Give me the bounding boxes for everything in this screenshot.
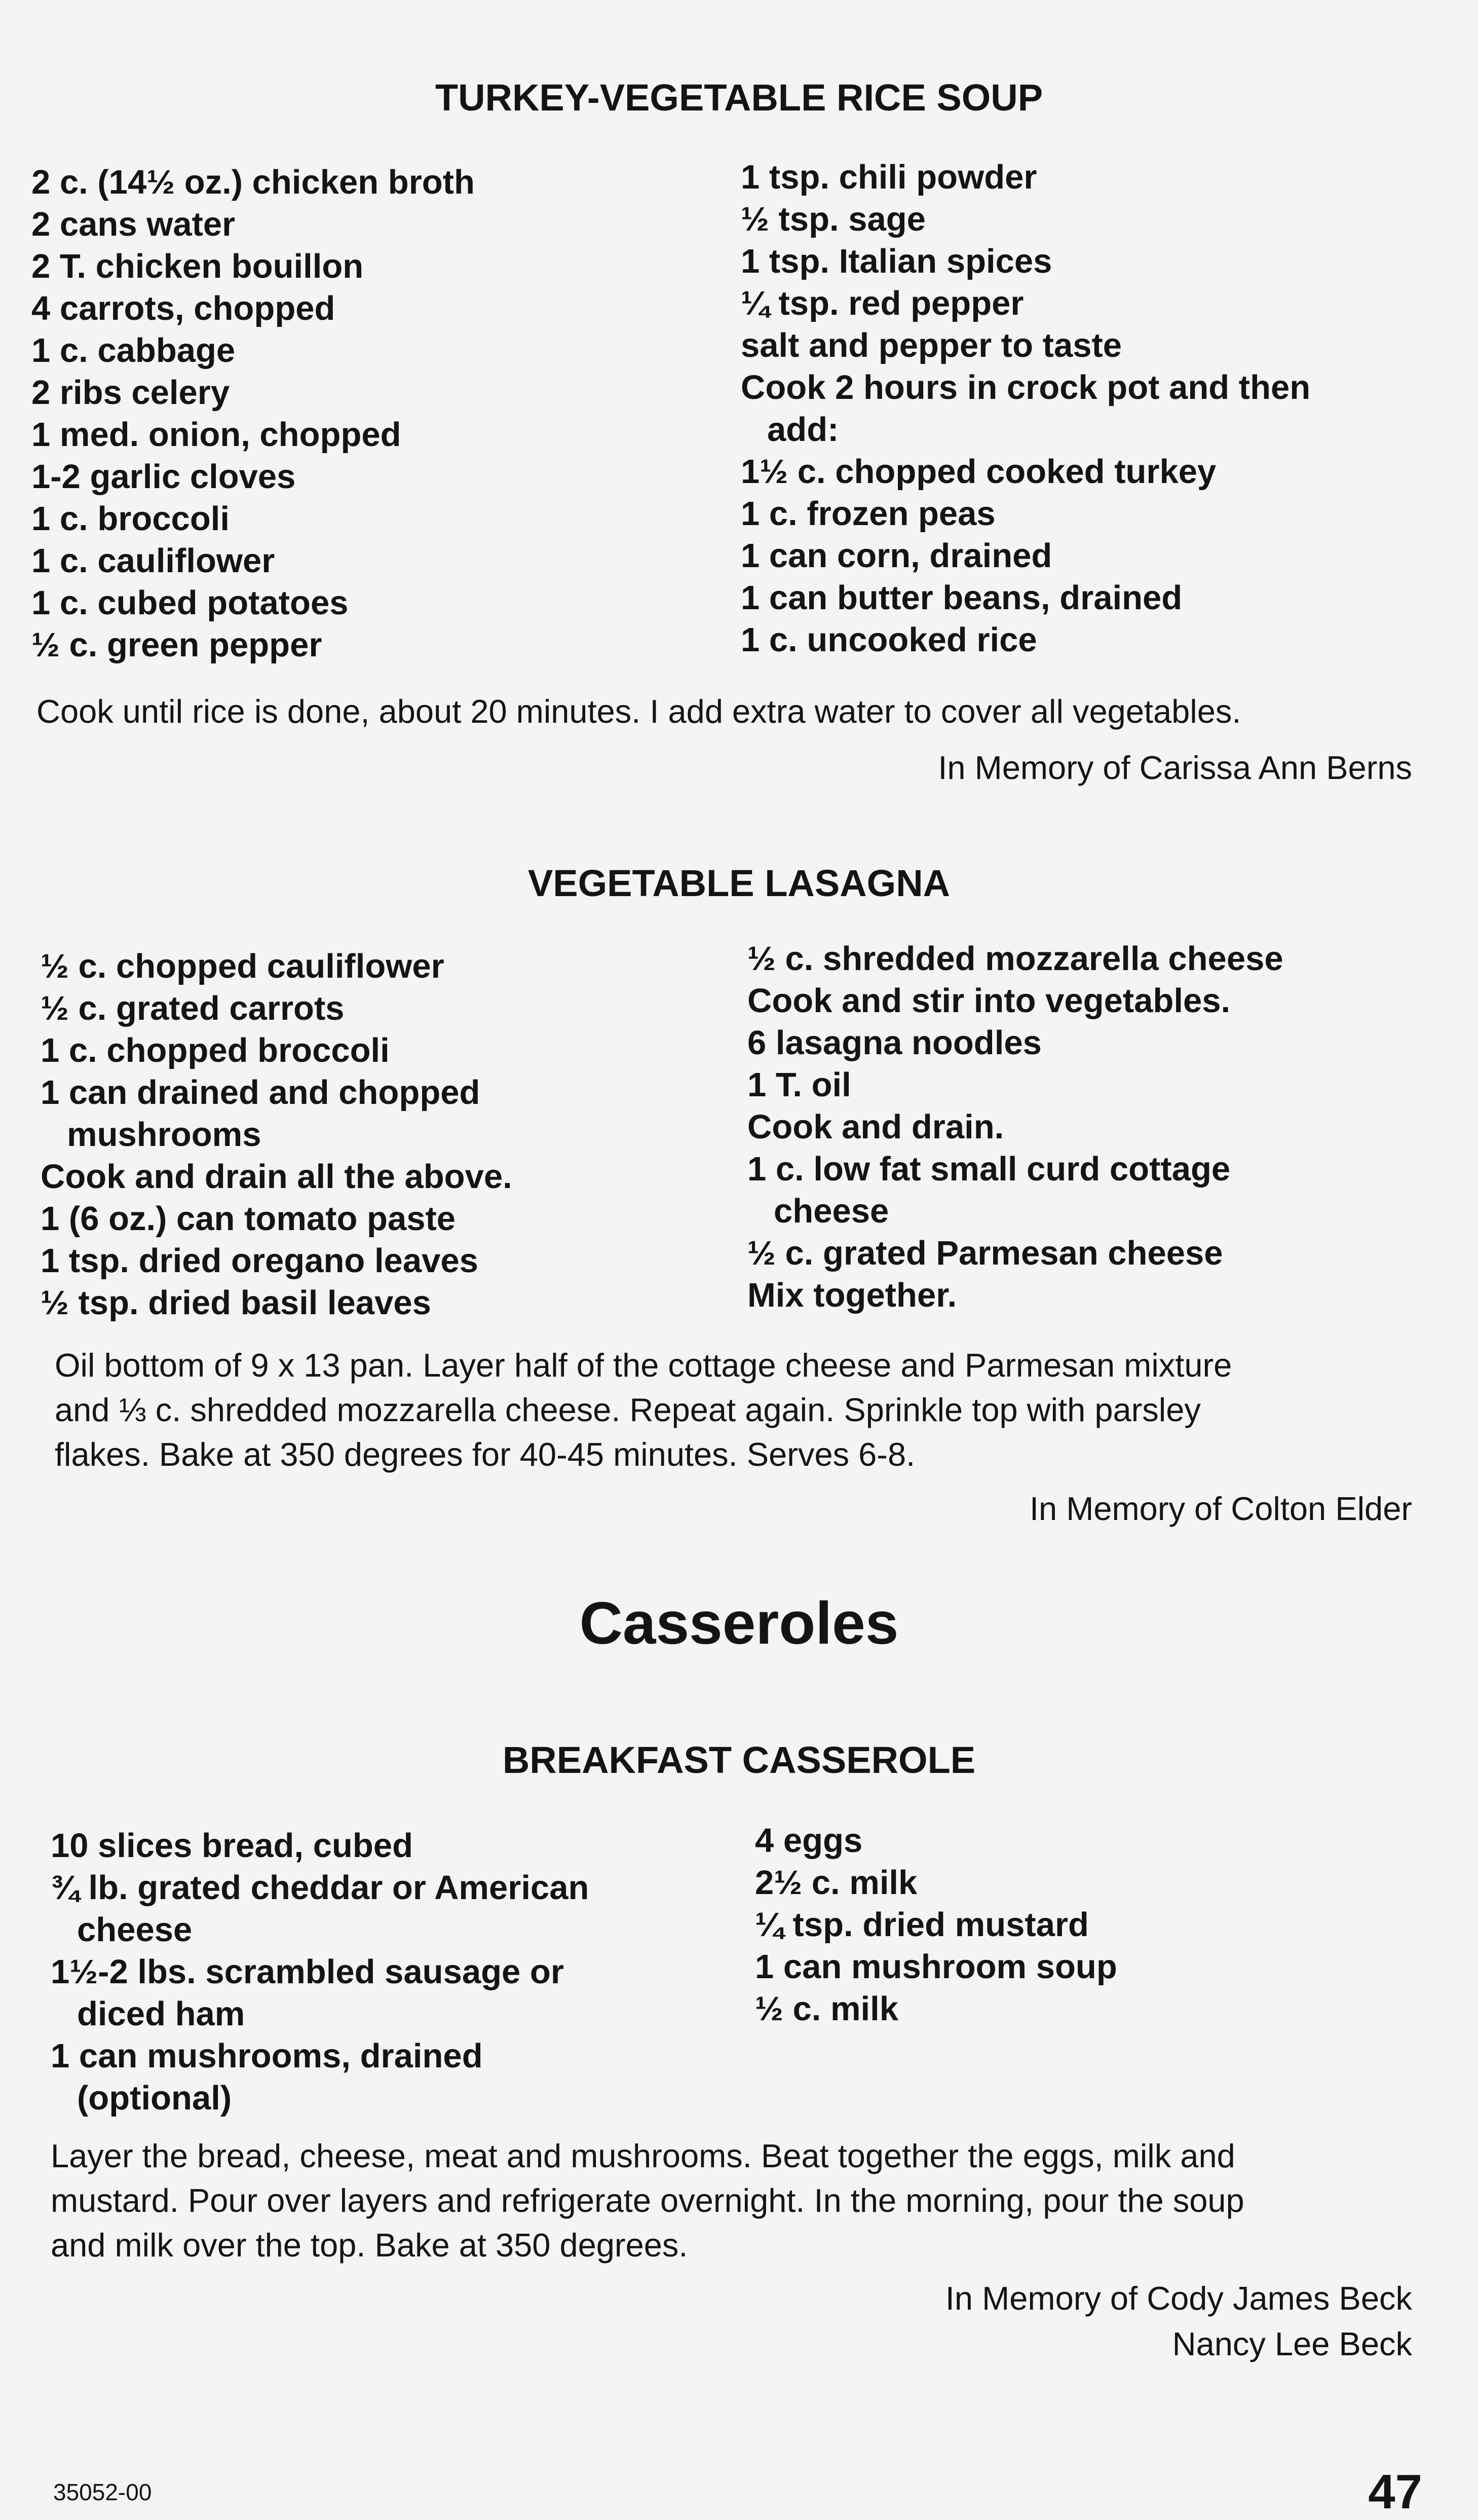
- memorial-credit: [938, 745, 1412, 791]
- ingredient: 2 cans water: [31, 205, 236, 243]
- ingredient: 2 ribs celery: [31, 374, 230, 412]
- ingredient: Cook 2 hours in crock pot and then: [741, 368, 1311, 406]
- ingredient: 1 can drained and chopped: [41, 1073, 480, 1111]
- ingredient: 1 tsp. chili powder: [741, 158, 1037, 196]
- ingredient: ½ tsp. dried basil leaves: [41, 1284, 431, 1322]
- ingredient: 1 c. chopped broccoli: [41, 1031, 390, 1069]
- ingredient: ½ c. milk: [755, 1990, 899, 2028]
- ingredient: 2½ c. milk: [755, 1864, 918, 1902]
- directions-line: Layer the bread, cheese, meat and mushrooms. Beat together the eggs, milk and: [51, 2137, 1235, 2174]
- memorial-credit: [945, 2276, 1412, 2367]
- ingredient: 1 can mushrooms, drained: [51, 2037, 483, 2075]
- ingredient: cheese: [77, 1911, 193, 1949]
- memorial-line: In Memory of Cody James Beck: [945, 2280, 1412, 2317]
- memorial-line: In Memory of Colton Elder: [1029, 1490, 1412, 1527]
- ingredient: cheese: [774, 1192, 889, 1230]
- ingredient: 1 c. cabbage: [31, 331, 236, 369]
- ingredient: ½ tsp. sage: [741, 200, 926, 238]
- ingredient: 1 c. broccoli: [31, 500, 230, 538]
- ingredient: 1 tsp. dried oregano leaves: [41, 1242, 478, 1280]
- ingredient: ½ c. shredded mozzarella cheese: [747, 940, 1283, 978]
- ingredient: 1 can corn, drained: [741, 537, 1052, 575]
- ingredient: ¾ lb. grated cheddar or American: [51, 1869, 589, 1907]
- memorial-line: Nancy Lee Beck: [1172, 2325, 1412, 2362]
- ingredient: ¼ tsp. red pepper: [741, 284, 1024, 322]
- ingredient: 4 carrots, chopped: [31, 289, 335, 327]
- ingredient: 1 c. cauliflower: [31, 542, 275, 580]
- ingredient-list-right: [747, 938, 1283, 1316]
- ingredient-list-left: [51, 1825, 589, 2119]
- ingredient: 1 can butter beans, drained: [741, 579, 1183, 617]
- ingredient: (optional): [77, 2079, 232, 2117]
- ingredient: 1 c. cubed potatoes: [31, 584, 349, 622]
- directions-line: Oil bottom of 9 x 13 pan. Layer half of the cottage cheese and Parmesan mixture: [55, 1347, 1232, 1384]
- directions-line: Cook until rice is done, about 20 minutes. I add extra water to cover all vegetables.: [36, 693, 1241, 730]
- ingredient: 4 eggs: [755, 1822, 863, 1860]
- ingredient: Cook and stir into vegetables.: [747, 982, 1231, 1020]
- ingredient: Cook and drain.: [747, 1108, 1004, 1146]
- ingredient-list-left: [41, 945, 512, 1324]
- ingredient-list-left: [31, 161, 475, 666]
- ingredient: 1 (6 oz.) can tomato paste: [41, 1200, 456, 1238]
- ingredient: salt and pepper to taste: [741, 326, 1122, 364]
- ingredient: 1 can mushroom soup: [755, 1948, 1117, 1986]
- directions-line: mustard. Pour over layers and refrigerate overnight. In the morning, pour the soup: [51, 2182, 1244, 2219]
- ingredient: 2 T. chicken bouillon: [31, 247, 364, 285]
- ingredient: Mix together.: [747, 1276, 957, 1314]
- directions: [51, 2134, 1244, 2268]
- directions: [55, 1343, 1232, 1477]
- ingredient: 1 c. low fat small curd cottage: [747, 1150, 1231, 1188]
- ingredient: 1 c. frozen peas: [741, 495, 996, 533]
- directions-line: flakes. Bake at 350 degrees for 40-45 minutes. Serves 6-8.: [55, 1436, 916, 1473]
- ingredient: ¼ tsp. dried mustard: [755, 1906, 1089, 1944]
- ingredient-list-right: [741, 156, 1310, 661]
- section-title: Casseroles: [579, 1590, 899, 1657]
- ingredient: 2 c. (14½ oz.) chicken broth: [31, 163, 475, 201]
- catalog-code: 35052-00: [53, 2479, 152, 2505]
- ingredient: ½ c. green pepper: [31, 626, 322, 664]
- memorial-line: In Memory of Carissa Ann Berns: [938, 749, 1412, 786]
- ingredient: diced ham: [77, 1995, 245, 2033]
- recipe-title: TURKEY-VEGETABLE RICE SOUP: [435, 77, 1043, 119]
- ingredient: ½ c. grated carrots: [41, 989, 345, 1027]
- ingredient: Cook and drain all the above.: [41, 1158, 512, 1196]
- ingredient: ½ c. grated Parmesan cheese: [747, 1234, 1223, 1272]
- directions-line: and ⅓ c. shredded mozzarella cheese. Repeat again. Sprinkle top with parsley: [55, 1391, 1201, 1428]
- ingredient: 1½ c. chopped cooked turkey: [741, 453, 1217, 491]
- recipe-title: VEGETABLE LASAGNA: [527, 862, 951, 904]
- ingredient: 1 T. oil: [747, 1066, 851, 1104]
- ingredient: 1-2 garlic cloves: [31, 458, 296, 496]
- page-number: 47: [1368, 2465, 1422, 2519]
- memorial-credit: [1030, 1486, 1412, 1532]
- ingredient: 1 med. onion, chopped: [31, 416, 401, 454]
- ingredient: mushrooms: [67, 1116, 261, 1154]
- ingredient: 6 lasagna noodles: [747, 1024, 1042, 1062]
- ingredient: 1½-2 lbs. scrambled sausage or: [51, 1953, 564, 1991]
- ingredient: ½ c. chopped cauliflower: [41, 947, 444, 985]
- ingredient: add:: [767, 411, 839, 449]
- ingredient: 1 tsp. Italian spices: [741, 242, 1052, 280]
- ingredient-list-right: [755, 1820, 1117, 2030]
- directions: [36, 689, 1241, 734]
- ingredient: 10 slices bread, cubed: [51, 1827, 413, 1865]
- ingredient: 1 c. uncooked rice: [741, 621, 1037, 659]
- recipe-title: BREAKFAST CASSEROLE: [502, 1739, 976, 1781]
- directions-line: and milk over the top. Bake at 350 degrees.: [51, 2227, 688, 2264]
